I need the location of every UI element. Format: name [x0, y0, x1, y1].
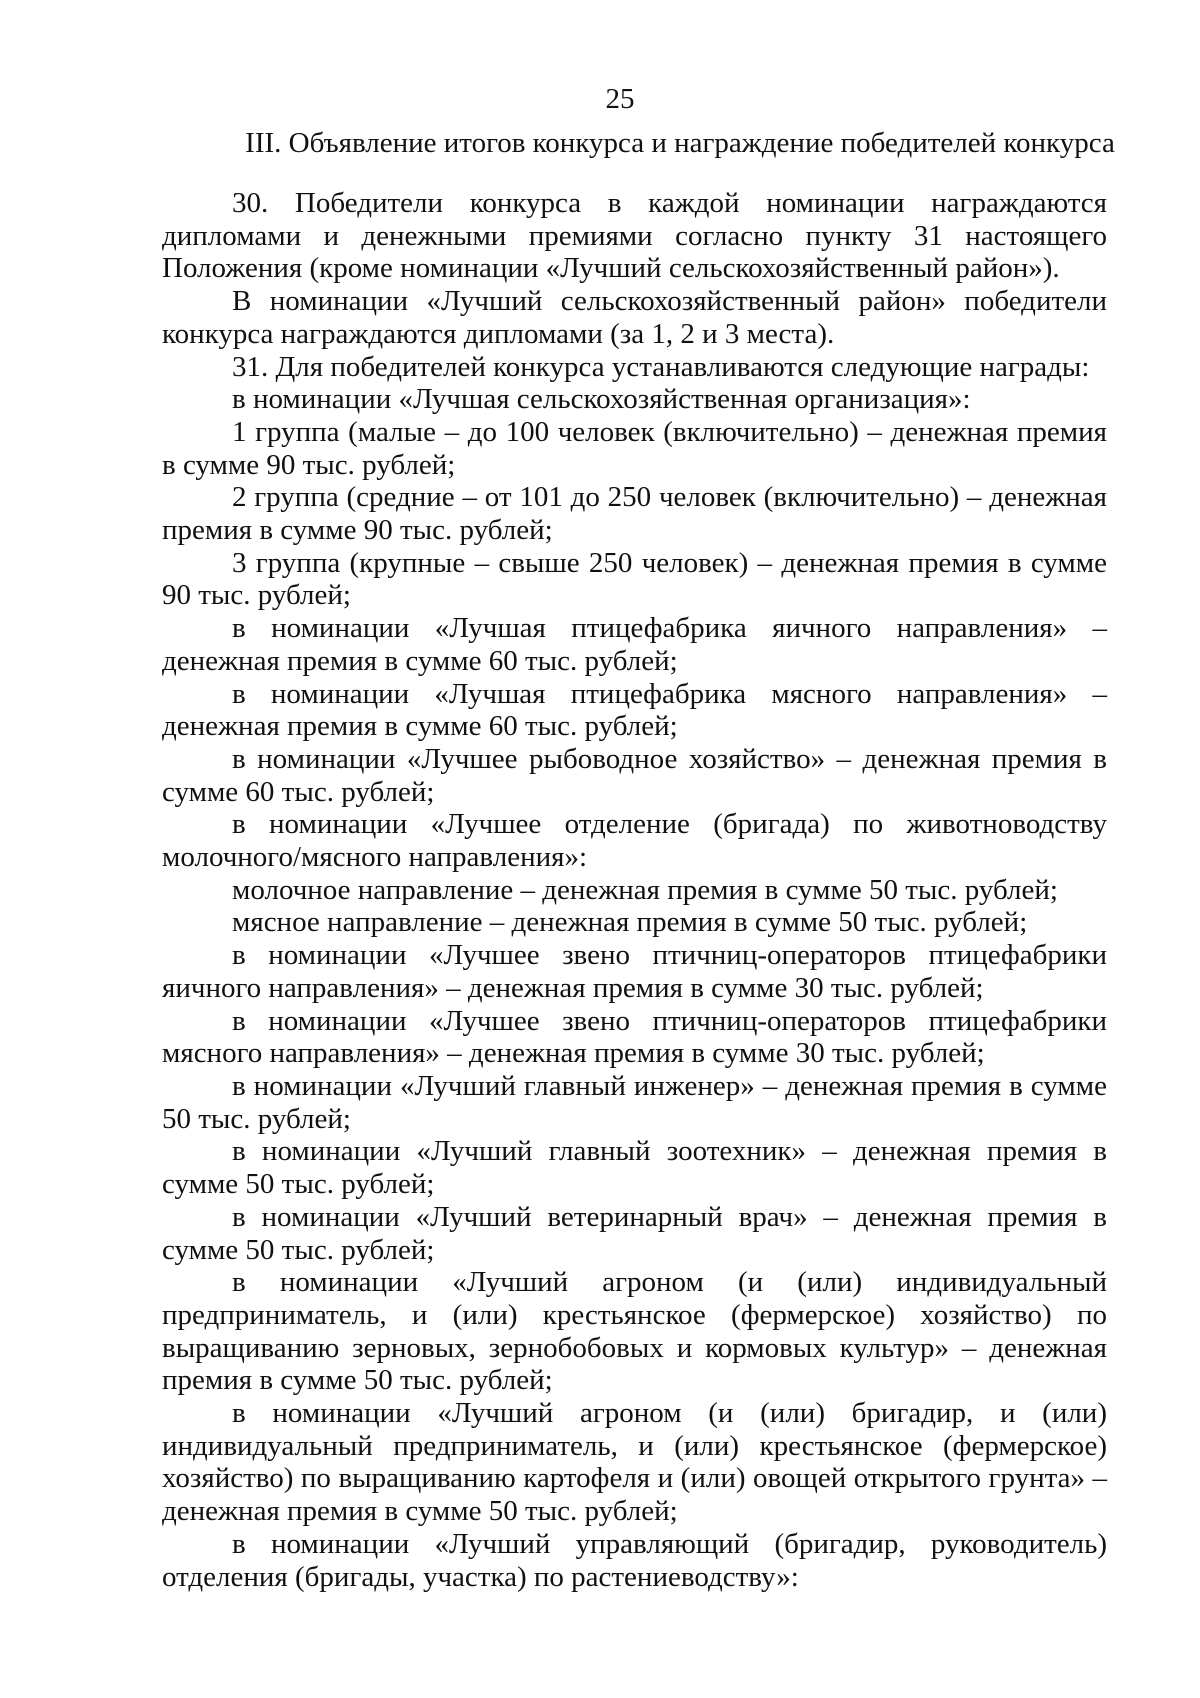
paragraph-dairy-direction: молочное направление – денежная премия в сумме 50 тыс. рублей;	[232, 873, 1058, 906]
paragraph-group-2: 2 группа (средние – от 101 до 250 человек (включительно) – денежная премия в сумме 90 тыс. рублей;	[162, 481, 1107, 547]
paragraph-grain-agronomist: в номинации «Лучший агроном (и (или) индивидуальный предприниматель, и (или) крестьянское (фермерское) хозяйство) по выращиванию зерновых, зернобобовых и кормовых культур» – денежная премия в сумме 50 тыс. рублей;	[162, 1266, 1107, 1397]
paragraph-group-3: 3 группа (крупные – свыше 250 человек) – денежная премия в сумме 90 тыс. рублей;	[162, 546, 1107, 612]
paragraph-livestock-division: в номинации «Лучшее отделение (бригада) по животноводству молочного/мясного направления»:	[162, 808, 1107, 874]
paragraph-group-1: 1 группа (малые – до 100 человек (включительно) – денежная премия в сумме 90 тыс. рублей;	[162, 415, 1107, 481]
paragraph-chief-zootechnician: в номинации «Лучший главный зоотехник» – денежная премия в сумме 50 тыс. рублей;	[162, 1135, 1107, 1201]
paragraph-chief-engineer: в номинации «Лучший главный инженер» – денежная премия в сумме 50 тыс. рублей;	[162, 1069, 1107, 1135]
paragraph-egg-poultry-team: в номинации «Лучшее звено птичниц-операторов птицефабрики яичного направления» – денежная премия в сумме 30 тыс. рублей;	[162, 939, 1107, 1004]
paragraph-meat-direction: мясное направление – денежная премия в сумме 50 тыс. рублей;	[232, 906, 1028, 939]
paragraph-district-nomination: В номинации «Лучший сельскохозяйственный район» победители конкурса награждаются дипломами (за 1, 2 и 3 места).	[162, 285, 1107, 350]
paragraph-meat-poultry-team: в номинации «Лучшее звено птичниц-операторов птицефабрики мясного направления» – денежная премия в сумме 30 тыс. рублей;	[162, 1004, 1107, 1070]
page-number: 25	[605, 83, 635, 115]
paragraph-crop-manager: в номинации «Лучший управляющий (бригадир, руководитель) отделения (бригады, участка) по растениеводству»:	[162, 1527, 1107, 1593]
paragraph-item-31: 31. Для победителей конкурса устанавливаются следующие награды:	[232, 350, 1090, 383]
paragraph-potato-agronomist: в номинации «Лучший агроном (и (или) бригадир, и (или) индивидуальный предприниматель, и (или) крестьянское (фермерское) хозяйство) по выращиванию картофеля и (или) овощей открытого грунта» – денежная премия в сумме 50 тыс. рублей;	[162, 1397, 1107, 1528]
section-title: III. Объявление итогов конкурса и награждение победителей конкурса	[245, 127, 1115, 159]
paragraph-item-30: 30. Победители конкурса в каждой номинации награждаются дипломами и денежными премиями согласно пункту 31 настоящего Положения (кроме номинации «Лучший сельскохозяйственный район»).	[162, 187, 1107, 285]
paragraph-nomination-agri-organization: в номинации «Лучшая сельскохозяйственная организация»:	[232, 383, 971, 416]
paragraph-fish-farm: в номинации «Лучшее рыбоводное хозяйство» – денежная премия в сумме 60 тыс. рублей;	[162, 742, 1107, 808]
paragraph-meat-poultry-farm: в номинации «Лучшая птицефабрика мясного направления» – денежная премия в сумме 60 тыс. рублей;	[162, 677, 1107, 743]
paragraph-veterinarian: в номинации «Лучший ветеринарный врач» – денежная премия в сумме 50 тыс. рублей;	[162, 1200, 1107, 1266]
paragraph-egg-poultry-farm: в номинации «Лучшая птицефабрика яичного направления» – денежная премия в сумме 60 тыс. рублей;	[162, 612, 1107, 677]
document-body	[162, 187, 1107, 1593]
